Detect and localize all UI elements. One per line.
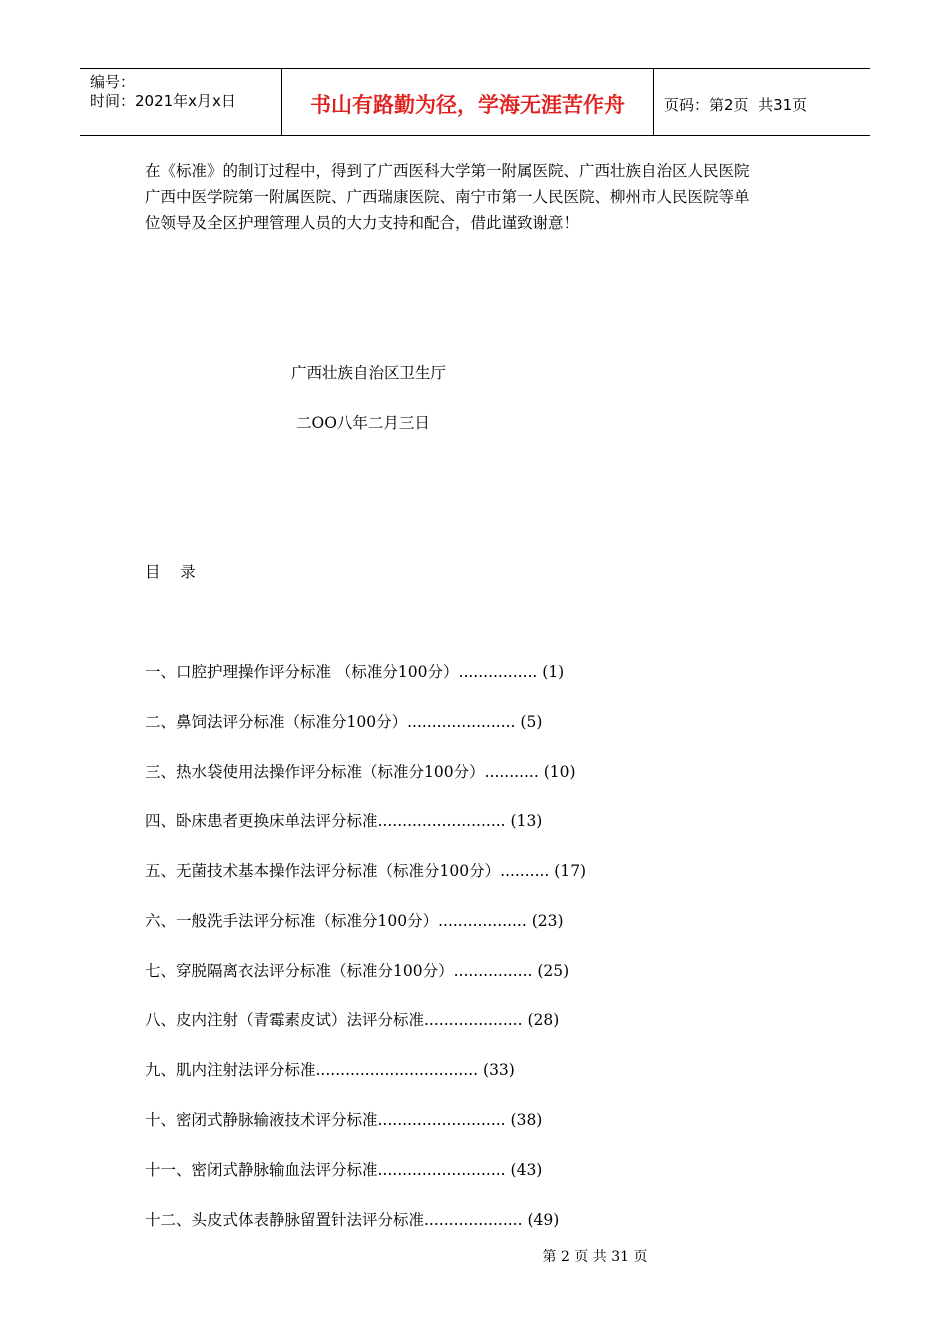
toc-item[interactable]: 十二、头皮式体表静脉留置针法评分标准.................... (49) xyxy=(145,1211,560,1229)
acknowledgement-line: 位领导及全区护理管理人员的大力支持和配合，借此谨致谢意！ xyxy=(145,214,580,232)
toc-item[interactable]: 十、密闭式静脉输液技术评分标准.......................... (38) xyxy=(145,1111,543,1129)
acknowledgement-line: 在《标准》的制订过程中，得到了广西医科大学第一附属医院、广西壮族自治区人民医院 xyxy=(145,162,750,180)
toc-item[interactable]: 一、口腔护理操作评分标准 （标准分100分）................ (1) xyxy=(145,663,565,681)
toc-item[interactable]: 六、一般洗手法评分标准（标准分100分）.................. (23) xyxy=(145,912,564,930)
page-footer: 第 2 页 共 31 页 xyxy=(542,1249,648,1265)
acknowledgement-line: 广西中医学院第一附属医院、广西瑞康医院、南宁市第一人民医院、柳州市人民医院等单 xyxy=(145,188,750,206)
toc-item[interactable]: 八、皮内注射（青霉素皮试）法评分标准.................... (28) xyxy=(145,1011,560,1029)
toc-item[interactable]: 十一、密闭式静脉输血法评分标准.......................... (43) xyxy=(145,1161,543,1179)
toc-item[interactable]: 四、卧床患者更换床单法评分标准.......................... (13) xyxy=(145,812,543,830)
toc-item[interactable]: 九、肌内注射法评分标准................................. (33) xyxy=(145,1061,515,1079)
toc-item[interactable]: 七、穿脱隔离衣法评分标准（标准分100分）................ (25) xyxy=(145,962,570,980)
toc-item[interactable]: 二、鼻饲法评分标准（标准分100分）...................... (5) xyxy=(145,713,543,731)
acknowledgement-paragraph xyxy=(145,158,815,236)
header-page-info-cell xyxy=(654,69,870,135)
toc-title: 目 录 xyxy=(145,563,196,581)
header-motto: 书山有路勤为径，学海无涯苦作舟 xyxy=(282,69,654,135)
signature-date: 二OO八年二月三日 xyxy=(296,414,430,432)
document-number-label: 编号： xyxy=(90,73,136,91)
document-time-label: 时间：2021年x月x日 xyxy=(90,92,236,110)
toc-item[interactable]: 三、热水袋使用法操作评分标准（标准分100分）........... (10) xyxy=(145,763,576,781)
header-meta-cell xyxy=(80,69,282,135)
header-page-info: 页码：第2页 共31页 xyxy=(664,95,808,114)
toc-item[interactable]: 五、无菌技术基本操作法评分标准（标准分100分）.......... (17) xyxy=(145,862,587,880)
signature-organization: 广西壮族自治区卫生厅 xyxy=(291,364,447,382)
document-header xyxy=(80,68,870,136)
